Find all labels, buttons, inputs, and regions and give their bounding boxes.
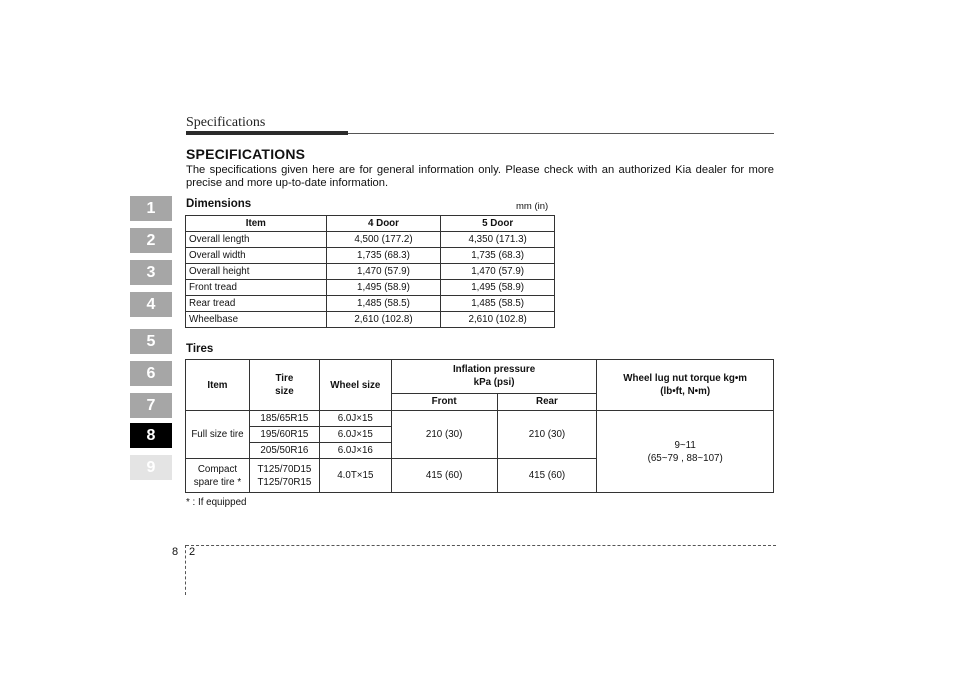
column-header-item — [186, 360, 250, 411]
chapter-tab-3[interactable]: 3 — [130, 260, 172, 285]
table-row — [186, 264, 555, 280]
tire-size-text: T125/70D15 — [257, 463, 312, 475]
column-header: Item — [186, 216, 327, 232]
column-header-wheel-size — [319, 360, 391, 411]
cell-wheel-size: 6.0J×16 — [319, 443, 391, 459]
page-number: 2 — [189, 546, 196, 558]
header-rule-thin — [348, 133, 774, 134]
column-header-rear: Rear — [497, 393, 597, 410]
cell-value: 4,500 (177.2) — [326, 232, 441, 248]
torque-value: 9~11 — [674, 439, 696, 451]
tires-table — [185, 359, 774, 493]
cell-value: 1,495 (58.9) — [441, 280, 555, 296]
cell-tire-size: 205/50R16 — [249, 443, 319, 459]
page-chapter-number: 8 — [172, 546, 179, 558]
cell-value: 2,610 (102.8) — [441, 312, 555, 328]
cell-value: 1,485 (58.5) — [441, 296, 555, 312]
column-header-front: Front — [391, 393, 497, 410]
row-label-compact — [186, 459, 250, 493]
tire-size-text: T125/70R15 — [257, 476, 312, 488]
table-row — [186, 312, 555, 328]
table-header-row — [186, 216, 555, 232]
row-label: Rear tread — [186, 296, 327, 312]
header-text: Inflation pressure — [452, 364, 536, 376]
cell-tire-size: 195/60R15 — [249, 427, 319, 443]
table-row — [186, 280, 555, 296]
label-text: spare tire * — [193, 476, 242, 488]
column-header: 4 Door — [326, 216, 441, 232]
cell-wheel-size: 6.0J×15 — [319, 427, 391, 443]
cell-value: 1,470 (57.9) — [326, 264, 441, 280]
row-label-full-size: Full size tire — [186, 411, 250, 459]
footnote: * : If equipped — [186, 497, 247, 508]
cell-wheel-size: 4.0T×15 — [319, 459, 391, 493]
row-label: Overall width — [186, 248, 327, 264]
header-text: size — [275, 386, 294, 397]
intro-paragraph: The specifications given here are for general information only. Please check with an authorized Kia dealer for more precise and more up-to-date information. — [186, 164, 774, 189]
chapter-tab-8[interactable]: 8 — [130, 423, 172, 448]
tires-title: Tires — [186, 343, 214, 355]
column-header-torque — [597, 360, 774, 411]
header-rule-thick — [186, 131, 348, 135]
column-header-tire-size — [249, 360, 319, 411]
cell-value: 1,485 (58.5) — [326, 296, 441, 312]
cell-tire-size — [249, 459, 319, 493]
table-row — [186, 296, 555, 312]
cell-rear-pressure: 415 (60) — [497, 459, 597, 493]
cell-tire-size: 185/65R15 — [249, 411, 319, 427]
row-label: Front tread — [186, 280, 327, 296]
chapter-tab-6[interactable]: 6 — [130, 361, 172, 386]
chapter-tab-1[interactable]: 1 — [130, 196, 172, 221]
cell-rear-pressure: 210 (30) — [497, 411, 597, 459]
row-label: Overall length — [186, 232, 327, 248]
chapter-tab-5[interactable]: 5 — [130, 329, 172, 354]
chapter-tab-4[interactable]: 4 — [130, 292, 172, 317]
cell-value: 2,610 (102.8) — [326, 312, 441, 328]
label-text: Compact — [197, 463, 238, 475]
footer-divider — [185, 545, 186, 595]
header-text: Wheel lug nut torque kg•m — [623, 373, 748, 384]
cell-front-pressure: 210 (30) — [391, 411, 497, 459]
dimensions-title: Dimensions — [186, 198, 252, 210]
chapter-tab-2[interactable]: 2 — [130, 228, 172, 253]
column-header-inflation — [391, 360, 597, 394]
cell-torque — [597, 411, 774, 493]
header-text: (lb•ft, N•m) — [660, 386, 711, 397]
row-label: Overall height — [186, 264, 327, 280]
table-row — [186, 411, 774, 427]
cell-wheel-size: 6.0J×15 — [319, 411, 391, 427]
header-text: kPa (psi) — [473, 377, 515, 389]
chapter-tab-9[interactable]: 9 — [130, 455, 172, 480]
header-text: Wheel size — [330, 379, 381, 391]
cell-value: 1,470 (57.9) — [441, 264, 555, 280]
row-label: Wheelbase — [186, 312, 327, 328]
header-text: Tire — [275, 373, 294, 384]
header-text: Item — [207, 379, 228, 391]
table-header-row — [186, 360, 774, 394]
cell-value: 1,735 (68.3) — [326, 248, 441, 264]
section-title: SPECIFICATIONS — [186, 146, 306, 162]
cell-value: 1,735 (68.3) — [441, 248, 555, 264]
table-row — [186, 248, 555, 264]
cell-value: 1,495 (58.9) — [326, 280, 441, 296]
footer-rule — [186, 545, 776, 546]
chapter-tab-7[interactable]: 7 — [130, 393, 172, 418]
page-header-title: Specifications — [186, 115, 266, 130]
column-header: 5 Door — [441, 216, 555, 232]
cell-front-pressure: 415 (60) — [391, 459, 497, 493]
dimensions-unit: mm (in) — [516, 201, 549, 212]
cell-value: 4,350 (171.3) — [441, 232, 555, 248]
dimensions-table — [185, 215, 555, 328]
table-row — [186, 232, 555, 248]
torque-value-alt-units: (65~79 , 88~107) — [647, 452, 723, 464]
